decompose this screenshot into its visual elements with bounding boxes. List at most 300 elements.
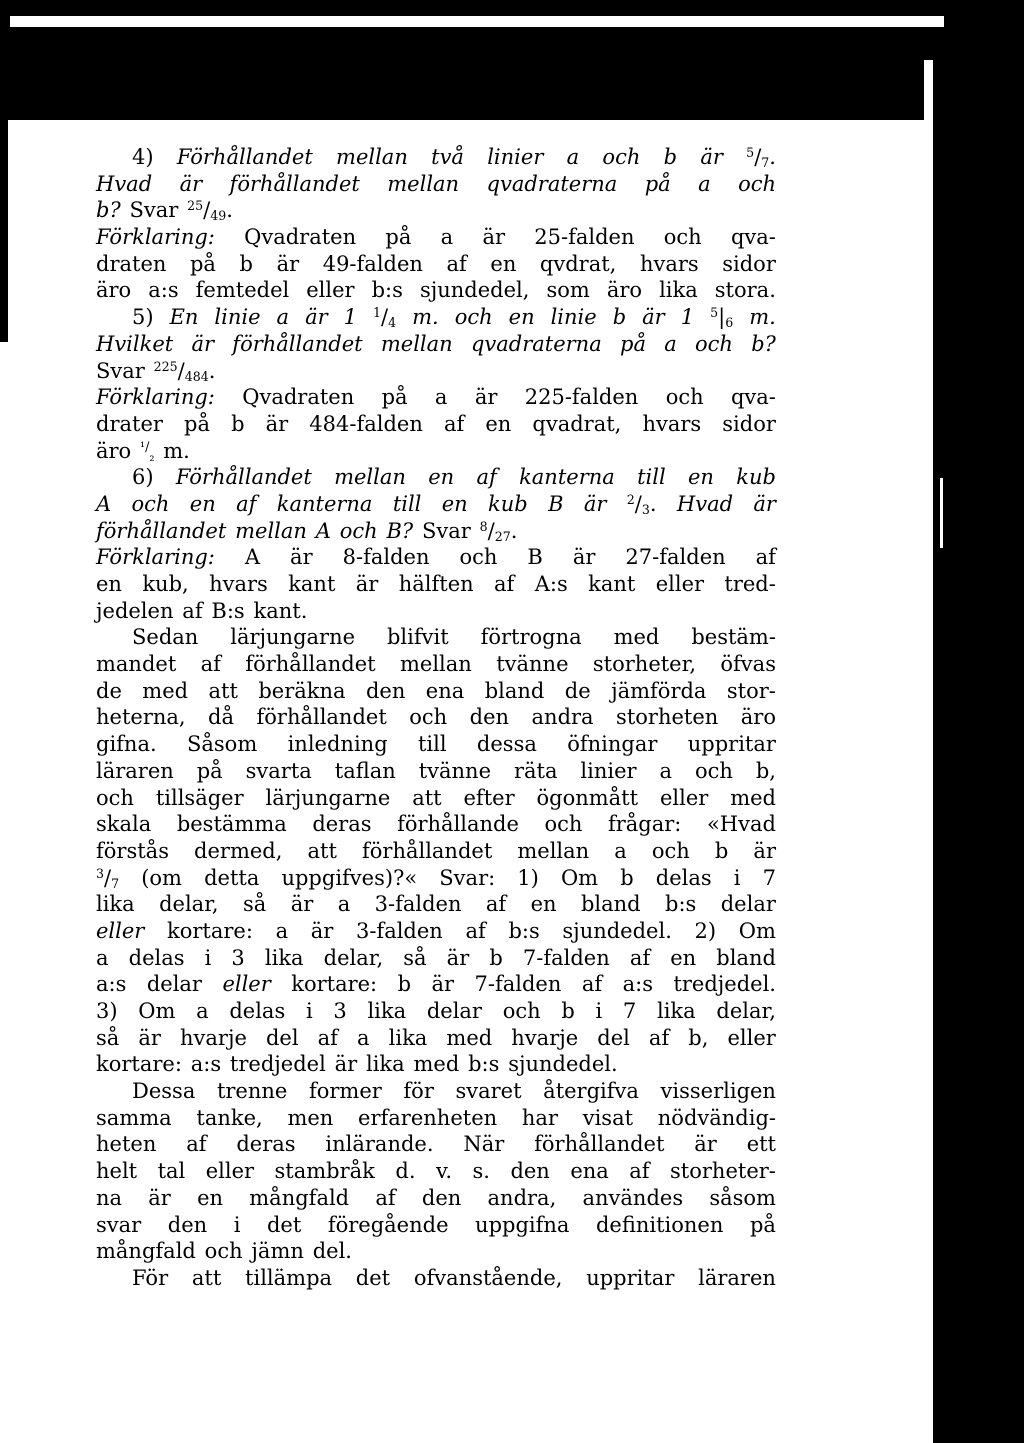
text-segment: frågar: xyxy=(607,812,682,837)
text-segment: Dessa xyxy=(132,1079,196,1104)
word xyxy=(343,544,430,571)
text-segment: Förhållandet xyxy=(176,145,313,169)
word xyxy=(398,971,411,998)
text-line xyxy=(96,518,776,545)
text-segment: A xyxy=(244,545,261,570)
text-segment: delas xyxy=(229,999,286,1023)
word xyxy=(96,758,174,785)
word xyxy=(334,464,406,491)
scan-mark xyxy=(940,478,943,548)
word xyxy=(463,1131,504,1158)
word xyxy=(565,678,591,705)
word xyxy=(366,678,405,705)
word xyxy=(96,1212,141,1239)
word xyxy=(517,838,589,865)
word xyxy=(593,651,696,678)
word xyxy=(395,1158,415,1185)
word xyxy=(728,1025,776,1052)
text-segment: / xyxy=(177,358,185,383)
text-segment: tillämpa xyxy=(245,1265,333,1290)
word xyxy=(447,251,467,278)
text-segment: och xyxy=(454,305,493,330)
text-segment: af xyxy=(317,1025,338,1050)
text-segment: delas xyxy=(655,865,712,890)
word xyxy=(96,704,186,731)
word xyxy=(562,918,671,945)
text-segment: är xyxy=(583,491,607,516)
word xyxy=(96,998,118,1025)
text-line xyxy=(96,251,776,278)
text-segment: dermed, xyxy=(194,838,283,863)
word xyxy=(475,971,562,998)
text-segment: a xyxy=(440,225,454,250)
text-segment: så xyxy=(96,1025,120,1050)
word xyxy=(620,865,633,892)
word xyxy=(753,838,776,865)
text-segment: draten xyxy=(96,251,167,276)
word xyxy=(96,811,151,838)
word xyxy=(700,144,723,171)
text-segment: För xyxy=(132,1265,169,1290)
word xyxy=(580,758,636,785)
text-line xyxy=(96,678,776,705)
text-line xyxy=(96,945,776,972)
text-segment: Svar: xyxy=(439,865,496,890)
text-segment: mandet xyxy=(96,652,177,677)
text-segment: i xyxy=(595,999,603,1023)
text-segment: af xyxy=(476,465,497,490)
text-segment: . xyxy=(649,491,657,516)
word xyxy=(96,785,134,812)
word xyxy=(517,865,539,892)
word xyxy=(510,1158,549,1185)
text-segment: så xyxy=(243,892,267,917)
word xyxy=(318,1025,338,1052)
word xyxy=(141,865,182,892)
text-segment: är xyxy=(753,838,776,863)
word xyxy=(535,571,568,598)
word xyxy=(96,918,144,945)
text-segment: 3) xyxy=(96,999,118,1023)
word xyxy=(511,1025,578,1052)
word xyxy=(132,464,154,491)
word xyxy=(588,571,635,598)
word xyxy=(720,651,776,678)
word xyxy=(695,918,717,945)
text-segment: och xyxy=(738,171,776,196)
word xyxy=(366,1051,405,1078)
word xyxy=(96,891,135,918)
word xyxy=(709,1185,776,1212)
text-segment: 2 xyxy=(626,492,635,508)
word xyxy=(381,331,453,358)
word xyxy=(403,945,426,972)
text-segment: sjundedel, xyxy=(419,278,530,303)
word xyxy=(96,277,131,304)
text-segment: samma xyxy=(96,1105,172,1130)
word xyxy=(613,304,626,331)
text-segment: b:s xyxy=(665,892,697,917)
text-line xyxy=(96,224,776,251)
text-segment: är xyxy=(334,1052,358,1077)
word xyxy=(739,918,776,945)
text-segment: sidor xyxy=(722,251,776,276)
word xyxy=(277,491,373,518)
word xyxy=(338,891,351,918)
word xyxy=(177,144,313,171)
word xyxy=(96,651,176,678)
text-segment: uppgifves)?« xyxy=(281,865,418,890)
text-line xyxy=(96,277,776,304)
text-segment: del xyxy=(597,1025,630,1050)
word xyxy=(180,1025,247,1052)
word xyxy=(306,277,354,304)
text-segment: 484-falden xyxy=(309,411,423,436)
text-segment: användes xyxy=(582,1185,684,1210)
word xyxy=(738,171,776,198)
text-segment: m. xyxy=(749,305,776,330)
text-segment: öfvas xyxy=(720,652,776,677)
word xyxy=(96,731,157,758)
text-segment: en xyxy=(530,892,557,917)
word xyxy=(446,1025,492,1052)
word xyxy=(688,731,776,758)
text-segment: förhållandet xyxy=(232,331,363,356)
word xyxy=(485,411,511,438)
word xyxy=(138,998,175,1025)
word xyxy=(96,1238,196,1265)
word xyxy=(642,304,665,331)
text-segment: deras xyxy=(312,812,372,837)
word xyxy=(490,251,516,278)
word xyxy=(311,918,334,945)
text-line xyxy=(96,331,776,358)
text-segment: former xyxy=(308,1079,382,1104)
text-segment: 7-falden xyxy=(474,972,562,997)
text-segment: b xyxy=(663,145,678,169)
word xyxy=(487,171,618,198)
word xyxy=(229,998,285,1025)
text-segment: b xyxy=(620,865,634,890)
text-segment: bland xyxy=(716,945,776,970)
word xyxy=(627,491,657,518)
text-segment: a xyxy=(434,385,448,410)
word xyxy=(249,1185,349,1212)
text-segment: Förklaring: xyxy=(96,225,215,250)
word xyxy=(710,304,733,331)
word xyxy=(96,945,109,972)
word xyxy=(543,1078,639,1105)
word xyxy=(756,544,776,571)
word xyxy=(431,144,464,171)
word xyxy=(527,544,542,571)
text-segment: 25-falden xyxy=(534,225,635,250)
text-segment: blifvit xyxy=(386,625,449,650)
word xyxy=(232,331,362,358)
text-segment: / xyxy=(487,518,495,543)
text-segment: två xyxy=(431,145,464,169)
word xyxy=(387,171,459,198)
text-segment: 3 xyxy=(231,945,245,970)
text-line xyxy=(96,891,776,918)
text-segment: att xyxy=(208,678,238,703)
text-segment: Hvad xyxy=(676,491,734,516)
text-segment: och xyxy=(96,785,134,810)
word xyxy=(514,758,558,785)
text-segment: b xyxy=(231,411,245,436)
text-segment: tvänne xyxy=(418,758,492,783)
word xyxy=(414,1265,563,1292)
text-segment: B xyxy=(548,491,564,516)
text-segment: na xyxy=(96,1185,123,1210)
word xyxy=(291,971,377,998)
text-segment: Förklaring: xyxy=(96,385,215,410)
scan-border-top xyxy=(10,16,944,27)
text-segment: Såsom xyxy=(187,732,258,757)
word xyxy=(625,544,725,571)
word xyxy=(288,571,335,598)
word xyxy=(694,1131,717,1158)
word xyxy=(130,197,179,224)
text-line xyxy=(96,384,776,411)
text-segment: 1 xyxy=(680,305,695,330)
text-segment: a xyxy=(659,758,673,783)
word xyxy=(422,518,471,545)
text-segment: den xyxy=(469,705,510,730)
word xyxy=(186,1131,206,1158)
word xyxy=(288,731,388,758)
word xyxy=(482,224,505,251)
word xyxy=(96,1131,156,1158)
text-segment: 8 xyxy=(479,518,488,534)
text-segment: nödvändig- xyxy=(657,1105,776,1130)
text-segment: ena xyxy=(425,678,465,703)
word xyxy=(96,331,173,358)
text-segment: Svar xyxy=(422,518,471,543)
text-segment: på xyxy=(381,385,408,410)
text-segment: andra xyxy=(531,705,594,730)
text-segment: kub xyxy=(736,465,776,490)
text-segment: i xyxy=(233,1212,241,1237)
word xyxy=(736,464,776,491)
text-segment: detta xyxy=(204,865,260,890)
text-line xyxy=(96,918,776,945)
word xyxy=(132,1078,195,1105)
word xyxy=(645,171,671,198)
word xyxy=(340,518,378,545)
text-segment: 27 xyxy=(494,528,511,544)
word xyxy=(681,304,694,331)
word xyxy=(614,624,660,651)
word xyxy=(325,1131,433,1158)
text-segment: gifna. xyxy=(96,732,157,757)
word xyxy=(373,304,396,331)
word xyxy=(426,678,464,705)
word xyxy=(531,891,557,918)
word xyxy=(96,411,163,438)
word xyxy=(96,197,121,224)
word xyxy=(308,838,337,865)
text-segment: förhållandet xyxy=(229,171,360,196)
word xyxy=(488,1185,557,1212)
word xyxy=(129,945,185,972)
text-segment: s. xyxy=(472,1159,490,1184)
text-segment: i xyxy=(305,999,313,1023)
word xyxy=(190,491,216,518)
text-segment: qva- xyxy=(730,385,776,410)
text-segment: . xyxy=(769,145,776,169)
text-segment: med xyxy=(446,1025,493,1050)
word xyxy=(464,785,515,812)
text-line xyxy=(96,144,776,171)
word xyxy=(596,1212,723,1239)
word xyxy=(206,1158,254,1185)
text-segment: | xyxy=(718,305,726,330)
text-segment: såsom xyxy=(709,1185,776,1210)
text-segment: på xyxy=(620,331,646,356)
text-segment: 1 xyxy=(373,305,382,321)
text-segment: på xyxy=(196,758,223,783)
text-segment: äro xyxy=(606,278,643,303)
text-segment: bland xyxy=(580,892,641,917)
text-segment: är xyxy=(446,945,470,970)
word xyxy=(209,571,268,598)
word xyxy=(470,704,509,731)
text-segment: det xyxy=(266,1212,302,1237)
word xyxy=(323,251,423,278)
word xyxy=(677,491,733,518)
text-segment: förhållandet xyxy=(361,838,493,863)
word xyxy=(475,1212,569,1239)
text-segment: öfningar xyxy=(567,732,658,757)
word xyxy=(251,1238,303,1265)
word xyxy=(96,518,226,545)
word xyxy=(324,945,384,972)
word xyxy=(727,678,776,705)
word xyxy=(730,785,776,812)
word xyxy=(409,704,447,731)
word xyxy=(190,251,216,278)
word xyxy=(243,891,266,918)
word xyxy=(309,1078,382,1105)
text-line xyxy=(96,1158,776,1185)
text-segment: drater xyxy=(96,411,163,436)
word xyxy=(281,865,417,892)
word xyxy=(312,811,371,838)
word xyxy=(420,277,529,304)
text-segment: 5) xyxy=(132,305,154,330)
word xyxy=(277,251,300,278)
word xyxy=(205,945,212,972)
text-segment: mellan xyxy=(334,465,406,490)
text-segment: efter xyxy=(463,785,515,810)
text-segment: kanterna xyxy=(276,491,373,516)
text-segment: linie xyxy=(550,305,597,330)
word xyxy=(746,144,776,171)
word xyxy=(427,998,482,1025)
word xyxy=(486,891,506,918)
word xyxy=(154,358,216,385)
text-segment: stora. xyxy=(714,278,776,303)
text-line xyxy=(96,438,776,465)
word xyxy=(276,918,289,945)
word xyxy=(96,865,119,892)
text-segment: storheter- xyxy=(670,1159,776,1184)
text-segment: A xyxy=(315,518,331,543)
word xyxy=(305,304,328,331)
word xyxy=(336,144,408,171)
text-segment: linier xyxy=(580,758,637,783)
word xyxy=(707,811,776,838)
word xyxy=(328,1212,449,1239)
text-line xyxy=(96,304,776,331)
word xyxy=(132,1265,168,1292)
word xyxy=(722,251,776,278)
word xyxy=(375,1185,395,1212)
word xyxy=(413,1051,459,1078)
text-segment: sidor xyxy=(722,411,776,436)
word xyxy=(242,384,354,411)
text-segment: af xyxy=(581,972,603,997)
word xyxy=(148,277,178,304)
word xyxy=(657,998,696,1025)
word xyxy=(412,785,441,812)
text-segment: kortare: xyxy=(291,972,378,997)
word xyxy=(523,945,610,972)
word xyxy=(659,277,698,304)
text-segment: qvadraterna xyxy=(486,171,618,196)
word xyxy=(614,838,627,865)
text-segment: är xyxy=(179,171,203,196)
word xyxy=(244,224,356,251)
text-segment: och xyxy=(544,812,583,837)
text-segment: bestäm- xyxy=(691,625,776,650)
word xyxy=(230,624,355,651)
word xyxy=(254,598,308,625)
text-segment: a xyxy=(276,305,290,330)
text-line xyxy=(96,1185,776,1212)
text-segment: lika xyxy=(659,278,698,303)
text-segment: en xyxy=(485,411,512,436)
text-segment: är xyxy=(753,491,776,516)
text-segment: Qvadraten xyxy=(242,385,355,410)
word xyxy=(435,384,448,411)
text-segment: 225 xyxy=(153,358,178,374)
word xyxy=(570,1158,608,1185)
word xyxy=(230,171,360,198)
text-segment: . xyxy=(226,198,233,223)
word xyxy=(397,811,519,838)
word xyxy=(419,758,491,785)
word xyxy=(194,838,282,865)
text-segment: och xyxy=(663,225,702,250)
text-segment: förhållandet xyxy=(245,652,376,677)
word xyxy=(608,811,681,838)
text-segment: kanterna xyxy=(519,465,615,490)
text-line xyxy=(96,411,776,438)
text-segment: helt xyxy=(96,1159,138,1184)
word xyxy=(222,971,270,998)
word xyxy=(96,571,122,598)
word xyxy=(691,624,776,651)
text-segment: mellan xyxy=(517,838,590,863)
word xyxy=(356,918,443,945)
text-segment: på xyxy=(184,411,210,436)
word xyxy=(695,331,733,358)
word xyxy=(316,518,331,545)
text-segment: till xyxy=(637,465,666,490)
text-segment: med xyxy=(413,1052,460,1077)
